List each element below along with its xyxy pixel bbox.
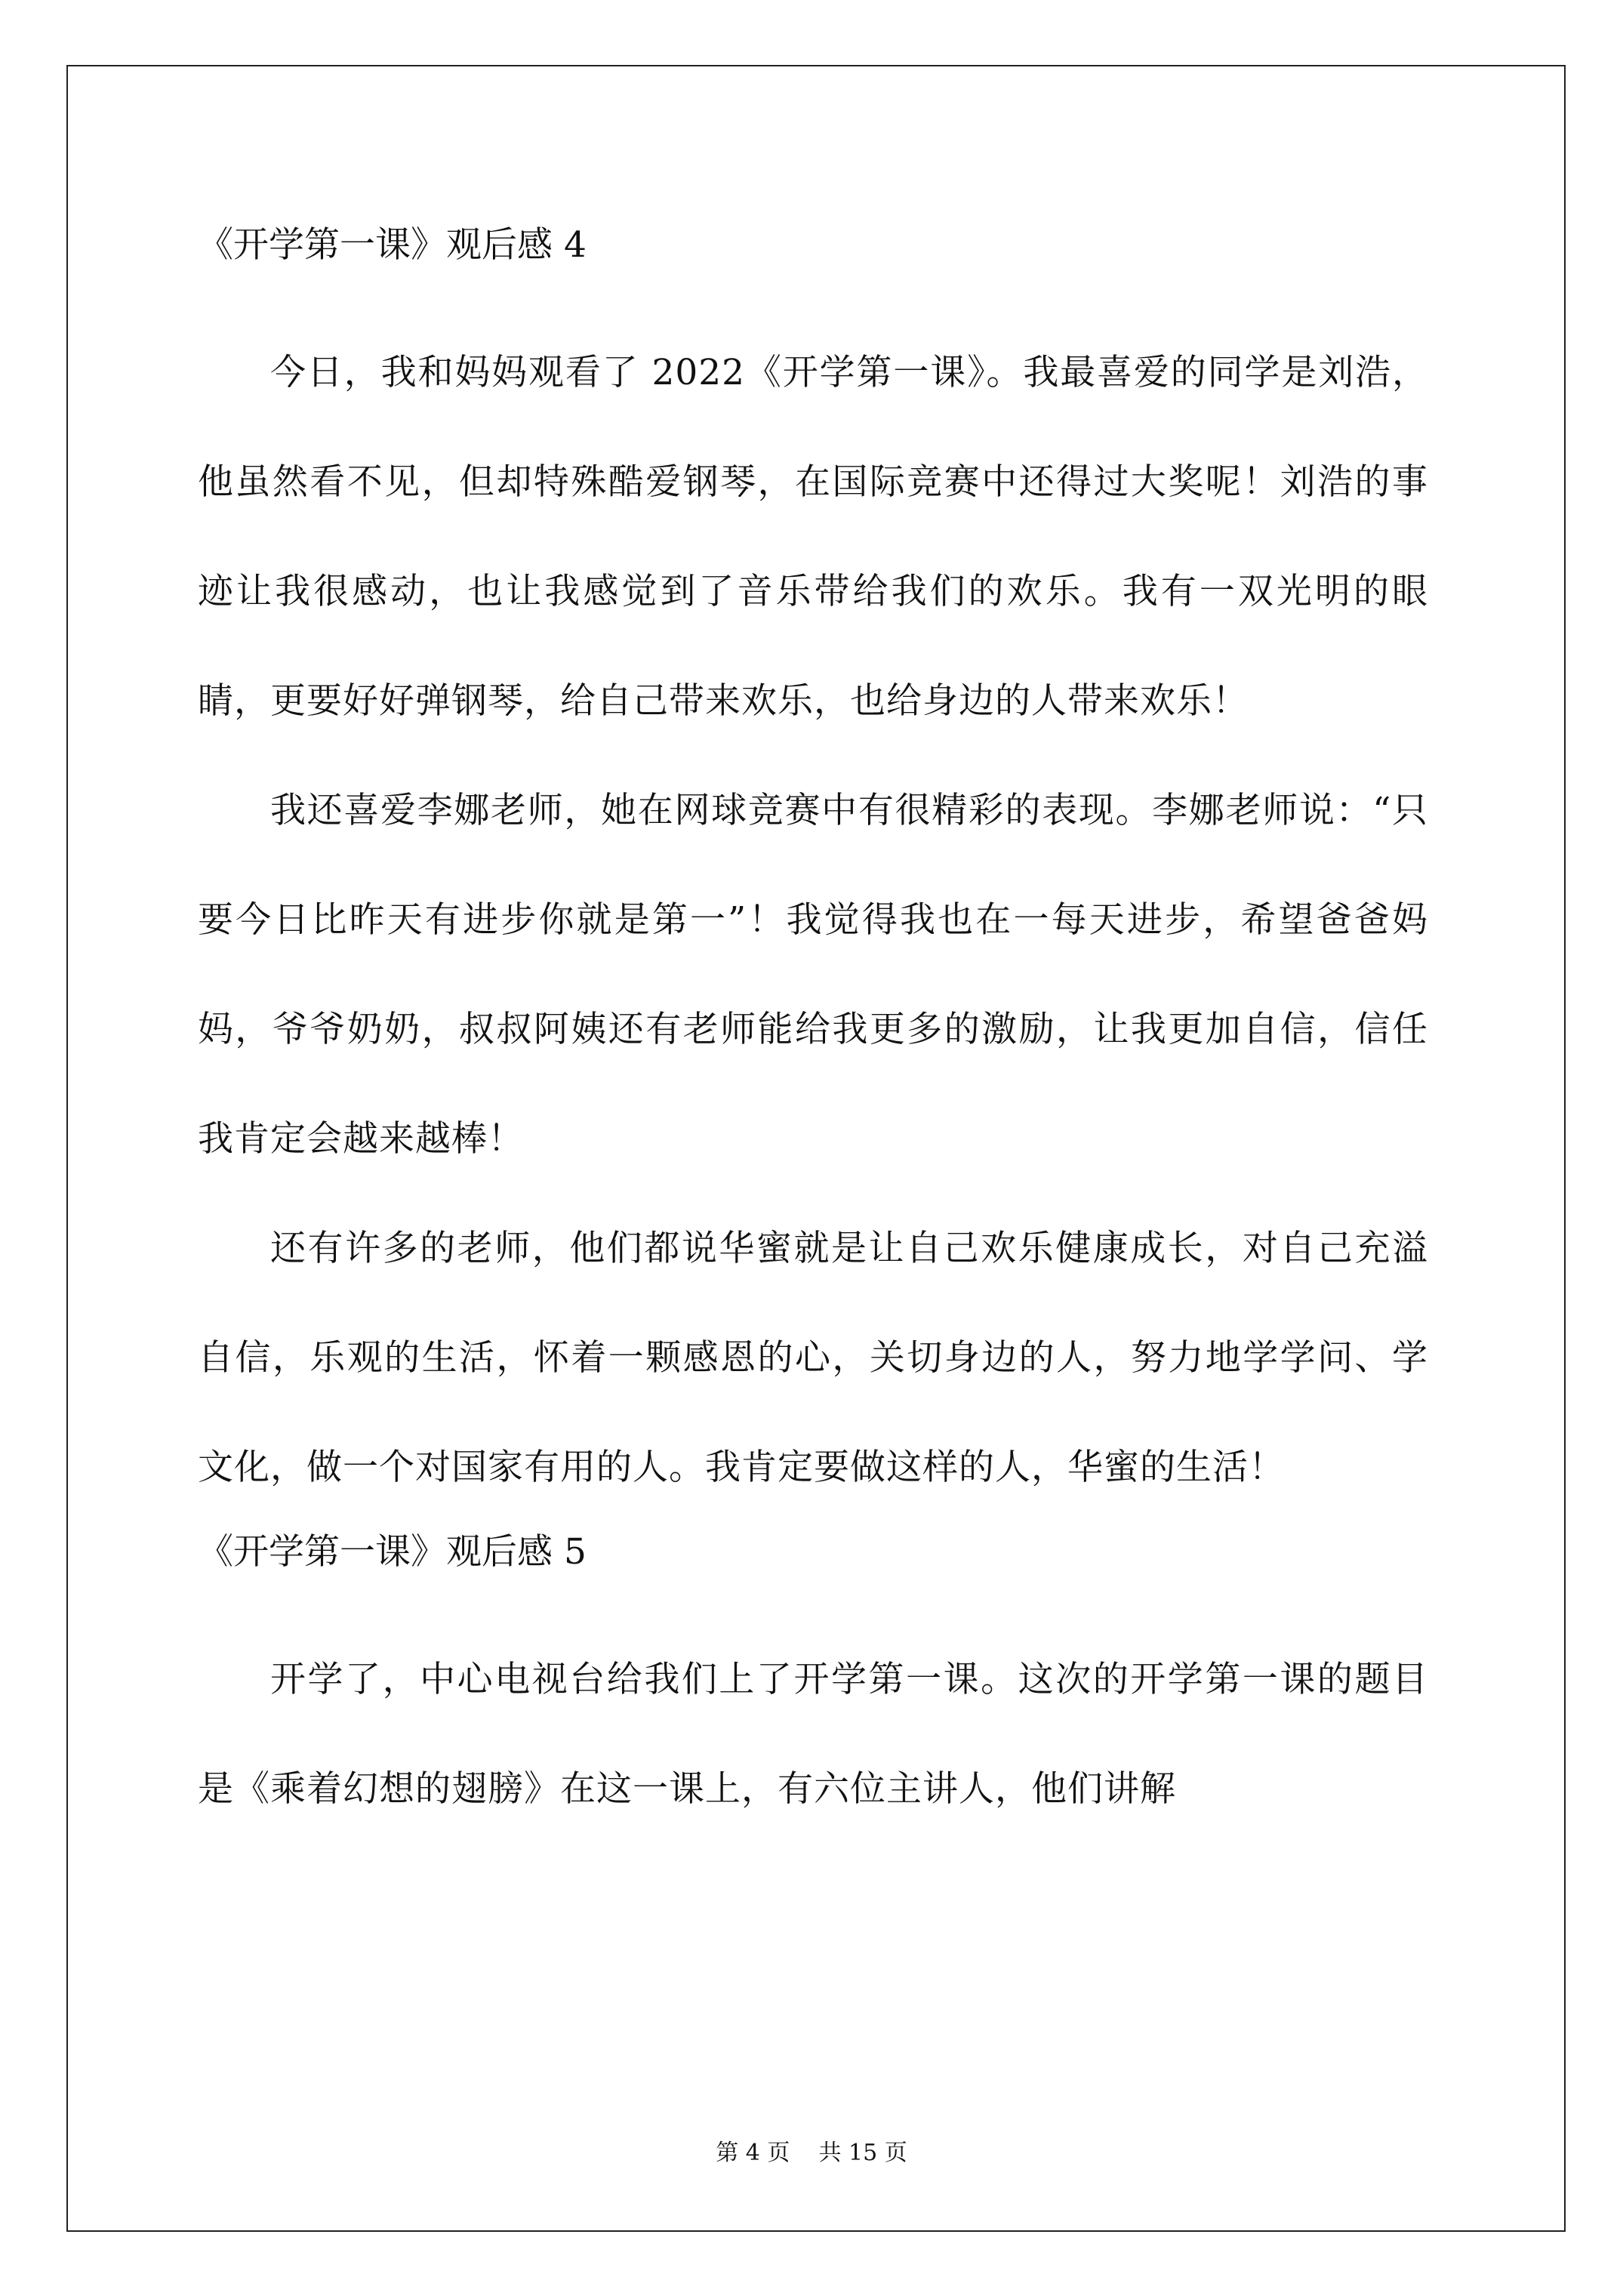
- section-title: 《开学第一课》观后感 4: [198, 224, 587, 266]
- paragraph: 今日，我和妈妈观看了 2022《开学第一课》。我最喜爱的同学是刘浩，他虽然看不见，但却特殊酷爱钢琴，在国际竞赛中还得过大奖呢！刘浩的事迹让我很感动，也让我感觉到了音乐带给我们的欢乐。我有一双光明的眼睛，更要好好弹钢琴，给自己带来欢乐，也给身边的人带来欢乐！: [198, 352, 1428, 722]
- paragraph: 开学了，中心电视台给我们上了开学第一课。这次的开学第一课的题目是《乘着幻想的翅膀》在这一课上，有六位主讲人，他们讲解: [198, 1659, 1428, 1810]
- document-body: [198, 215, 1428, 1844]
- paragraph: 还有许多的老师，他们都说华蜜就是让自己欢乐健康成长，对自己充溢自信，乐观的生活，怀着一颗感恩的心，关切身边的人，努力地学学问、学文化，做一个对国家有用的人。我肯定要做这样的人，华蜜的生活！: [198, 1228, 1428, 1488]
- paragraph: 我还喜爱李娜老师，她在网球竞赛中有很精彩的表现。李娜老师说：“只要今日比昨天有进步你就是第一”！我觉得我也在一每天进步，希望爸爸妈妈，爷爷奶奶，叔叔阿姨还有老师能给我更多的激励，让我更加自信，信任我肯定会越来越棒！: [198, 790, 1428, 1160]
- section-title: 《开学第一课》观后感 5: [198, 1531, 587, 1573]
- page-number-footer: 第 4 页 共 15 页: [716, 2140, 907, 2166]
